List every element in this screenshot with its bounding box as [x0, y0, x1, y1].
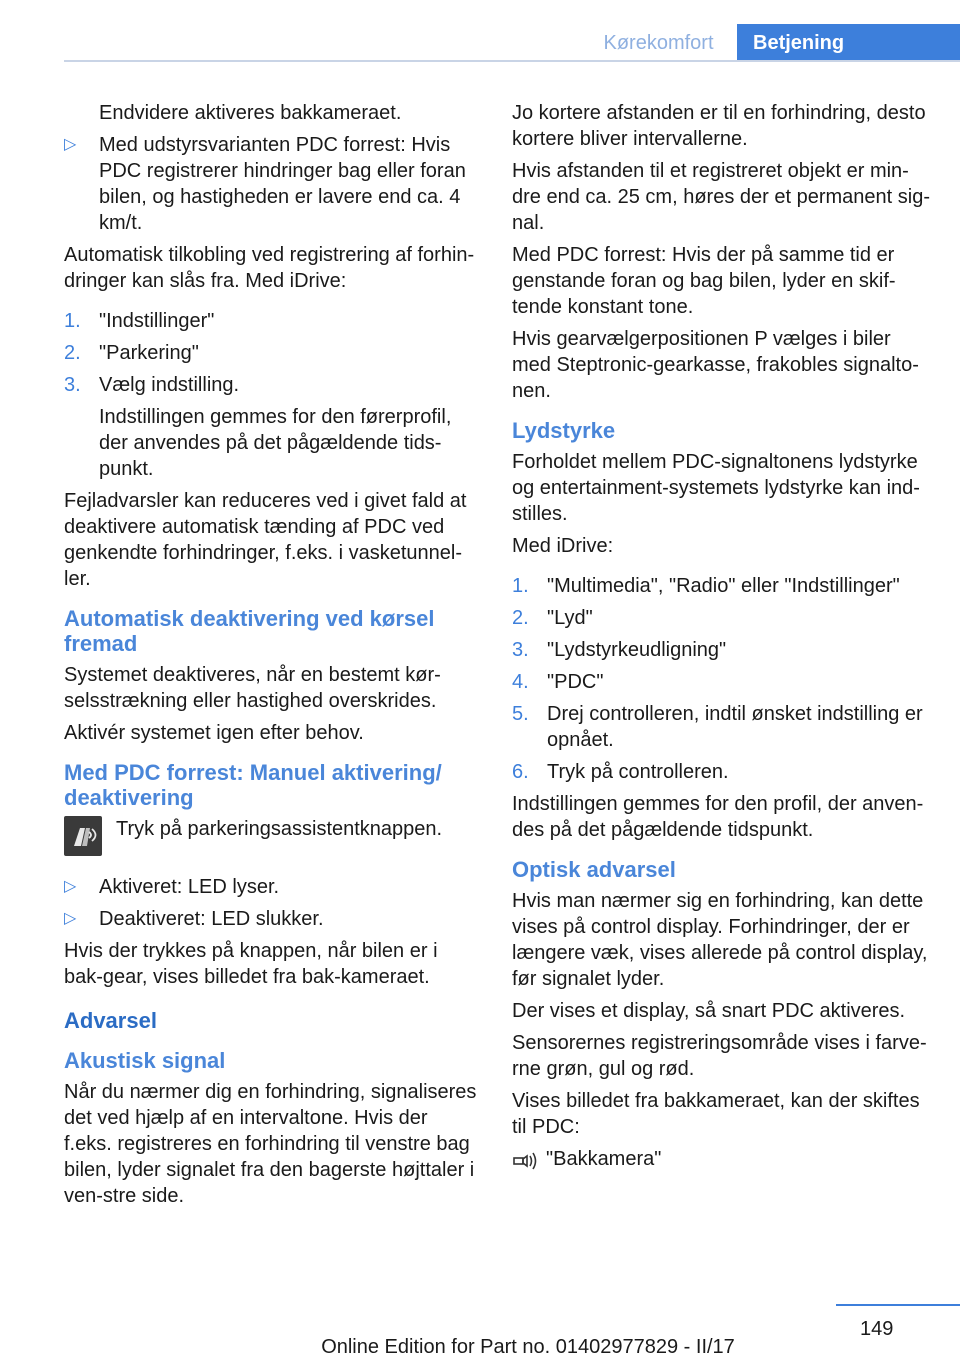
section-heading: Med PDC forrest: Manuel aktivering/ deaktivering: [64, 760, 442, 810]
icon-instruction-text: "Bakkamera": [546, 1148, 662, 1170]
paragraph: Hvis gearvælgerpositionen P vælges i biler med Steptronic-gearkasse, frakobles signalto-nen.: [512, 328, 919, 402]
triangle-bullet-icon: ▷: [64, 136, 77, 153]
edition-footer: Online Edition for Part no. 01402977829 - II/17: [321, 1336, 735, 1358]
paragraph: Hvis der trykkes på knappen, når bilen er i bak-gear, vises billedet fra bak-kameraet.: [64, 940, 438, 988]
paragraph: Systemet deaktiveres, når en bestemt kør-selsstrækning eller hastighed overskrides.: [64, 664, 441, 712]
list-item: [512, 637, 932, 663]
list-item-text: "Lyd": [547, 607, 593, 629]
section-heading: Automatisk deaktivering ved kørsel fremad: [64, 606, 435, 656]
list-number: 3.: [512, 639, 529, 661]
triangle-bullet-icon: ▷: [64, 878, 77, 895]
list-number: 2.: [512, 607, 529, 629]
list-item: [512, 701, 932, 753]
list-item-text: "Indstillinger": [99, 310, 215, 332]
list-item-text: "Multimedia", "Radio" eller "Indstillinger": [547, 575, 900, 597]
list-item: [64, 874, 480, 900]
list-item-text: "PDC": [547, 671, 604, 693]
list-item-text: Tryk på controlleren.: [547, 761, 729, 783]
list-item-text: Med udstyrsvarianten PDC forrest: Hvis PDC registrerer hindringer bag eller foran bilen, og hastigheden er lavere end ca. 4 km/t.: [99, 134, 466, 234]
list-number: 1.: [512, 575, 529, 597]
list-item-text: Vælg indstilling.: [99, 374, 240, 396]
list-item-text: Deaktiveret: LED slukker.: [99, 908, 324, 930]
paragraph: Indstillingen gemmes for den profil, der anven-des på det pågældende tidspunkt.: [512, 793, 924, 841]
paragraph: Fejladvarsler kan reduceres ved i givet fald at deaktivere automatisk tænding af PDC ved genkendte forhindringer, f.eks. i vasketunnel-ler.: [64, 490, 467, 590]
list-number: 5.: [512, 703, 529, 725]
paragraph: Der vises et display, så snart PDC aktiveres.: [512, 1000, 906, 1022]
section-heading: Advarsel: [64, 1008, 157, 1033]
list-number: 2.: [64, 342, 81, 364]
section-heading: Akustisk signal: [64, 1048, 226, 1073]
paragraph: Aktivér systemet igen efter behov.: [64, 722, 364, 744]
tab-chapter[interactable]: Kørekomfort: [603, 32, 714, 54]
list-item: [64, 906, 480, 932]
list-item-text: Aktiveret: LED lyser.: [99, 876, 280, 898]
list-item: [512, 669, 932, 695]
list-item-text: "Parkering": [99, 342, 199, 364]
list-number: 1.: [64, 310, 81, 332]
list-item: [512, 573, 932, 599]
footer-divider: [836, 1304, 960, 1306]
page-number: 149: [860, 1318, 894, 1340]
paragraph: Hvis man nærmer sig en forhindring, kan dette vises på control display. Forhindringer, der er længere væk, vises allerede på control display, før signalet lyder.: [512, 890, 928, 990]
icon-instruction: [512, 1146, 932, 1172]
icon-instruction: [64, 816, 480, 860]
paragraph: Indstillingen gemmes for den førerprofil, der anvendes på det pågældende tids-punkt.: [99, 406, 452, 480]
list-item: [512, 605, 932, 631]
list-item: [64, 340, 480, 366]
paragraph: Jo kortere afstanden er til en forhindring, desto kortere bliver intervallerne.: [512, 102, 926, 150]
list-item: [64, 372, 480, 398]
paragraph: Med iDrive:: [512, 535, 614, 557]
list-number: 3.: [64, 374, 81, 396]
right-column: [512, 100, 932, 1178]
paragraph: Automatisk tilkobling ved registrering af forhin-dringer kan slås fra. Med iDrive:: [64, 244, 475, 292]
list-item: [64, 308, 480, 334]
rear-camera-icon: [512, 1150, 538, 1177]
section-heading: Lydstyrke: [512, 418, 616, 443]
list-number: 6.: [512, 761, 529, 783]
paragraph: Med PDC forrest: Hvis der på samme tid er genstande foran og bag bilen, lyder en skif-tende konstant tone.: [512, 244, 896, 318]
tab-section[interactable]: Betjening: [737, 24, 960, 62]
paragraph: Sensorernes registreringsområde vises i farve-rne grøn, gul og rød.: [512, 1032, 927, 1080]
icon-instruction-text: Tryk på parkeringsassistentknappen.: [116, 818, 443, 840]
list-item: [64, 132, 480, 236]
header-divider: [64, 60, 960, 62]
list-item-text: Drej controlleren, indtil ønsket indstilling er opnået.: [547, 703, 923, 751]
parking-assistant-button-icon: [64, 816, 102, 856]
left-column: [64, 100, 480, 1215]
paragraph: Hvis afstanden til et registreret objekt er min-dre end ca. 25 cm, høres der et permanent sig-nal.: [512, 160, 930, 234]
paragraph: Vises billedet fra bakkameraet, kan der skiftes til PDC:: [512, 1090, 920, 1138]
paragraph: Når du nærmer dig en forhindring, signaliseres det ved hjælp af en intervaltone. Hvis der f.eks. registreres en forhindring til venstre bag bilen, lyder signalet fra den bagerste højttaler i ven-stre side.: [64, 1081, 477, 1207]
list-item: [512, 759, 932, 785]
section-heading: Optisk advarsel: [512, 857, 676, 882]
paragraph: Endvidere aktiveres bakkameraet.: [99, 102, 402, 124]
list-item-text: "Lydstyrkeudligning": [547, 639, 727, 661]
list-number: 4.: [512, 671, 529, 693]
paragraph: Forholdet mellem PDC-signaltonens lydstyrke og entertainment-systemets lydstyrke kan ind-stilles.: [512, 451, 920, 525]
triangle-bullet-icon: ▷: [64, 910, 77, 927]
